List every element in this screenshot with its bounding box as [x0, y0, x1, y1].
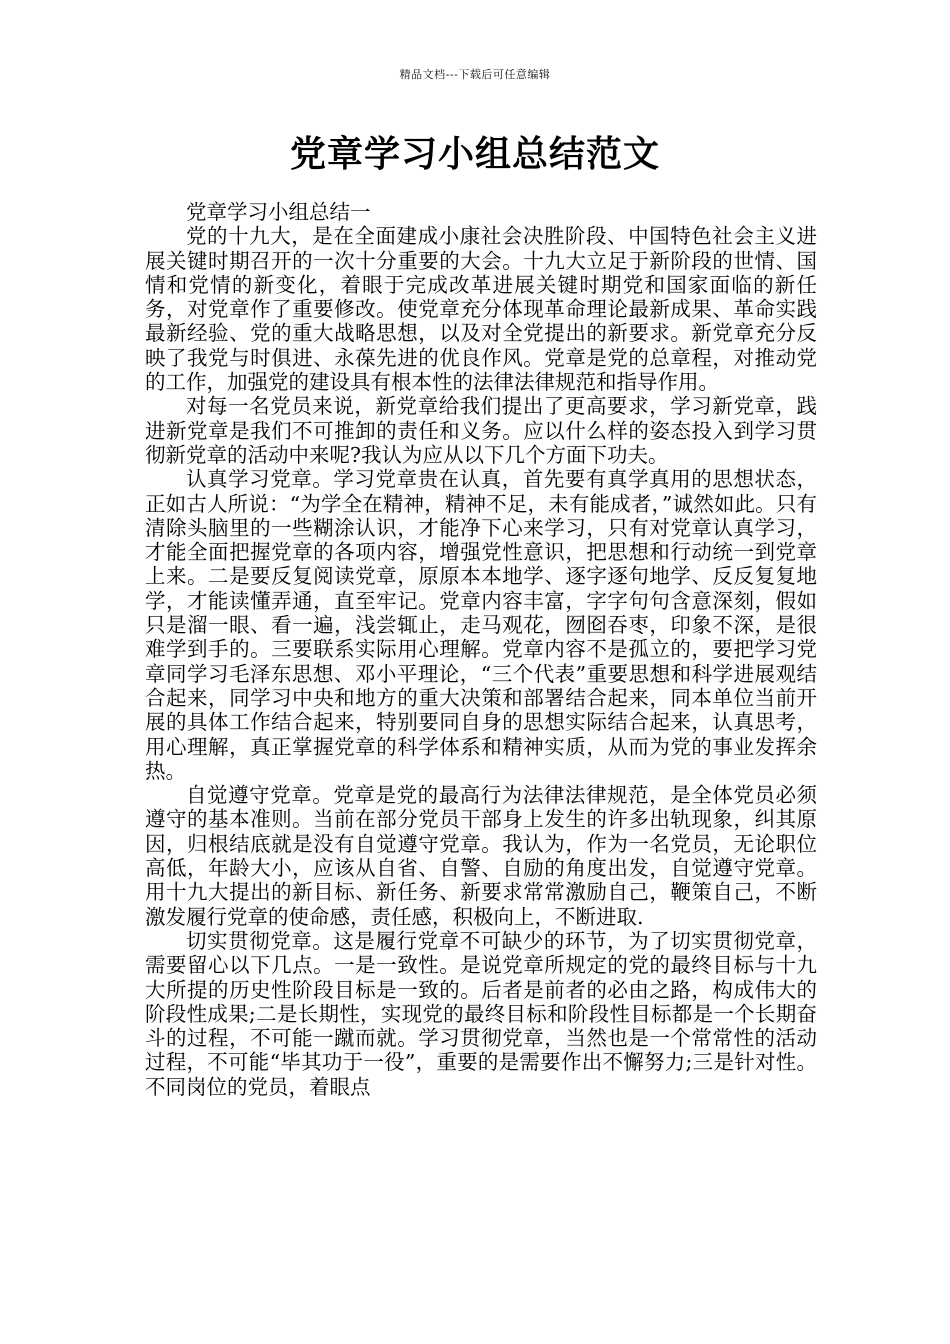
section-heading: 党章学习小组总结一 [186, 200, 371, 224]
body-paragraph: 自觉遵守党章。党章是党的最高行为法律法律规范，是全体党员必须遵守的基本准则。当前在部分党员干部身上发生的许多出轨现象，纠其原因，归根结底就是没有自觉遵守党章。我认为，作为一名党员，无论职位高低，年龄大小，应该从自省、自警、自励的角度出发，自觉遵守党章。用十九大提出的新目标、新任务、新要求常常激励自己，鞭策自己，不断激发履行党章的使命感，责任感，积极向上，不断进取. [145, 783, 817, 929]
header-note: 精品文档---下载后可任意编辑 [399, 68, 551, 81]
body-paragraph: 对每一名党员来说，新党章给我们提出了更高要求，学习新党章，践进新党章是我们不可推卸的责任和义务。应以什么样的姿态投入到学习贯彻新党章的活动中来呢?我认为应从以下几个方面下功夫。 [145, 394, 817, 467]
body-paragraph: 党的十九大，是在全面建成小康社会决胜阶段、中国特色社会主义进展关键时期召开的一次十分重要的大会。十九大立足于新阶段的世情、国情和党情的新变化，着眼于完成改革进展关键时期党和国家面临的新任务，对党章作了重要修改。使党章充分体现革命理论最新成果、革命实践最新经验、党的重大战略思想，以及对全党提出的新要求。新党章充分反映了我党与时俱进、永葆先进的优良作风。党章是党的总章程，对推动党的工作，加强党的建设具有根本性的法律法律规范和指导作用。 [145, 224, 817, 395]
body-paragraph: 切实贯彻党章。这是履行党章不可缺少的环节，为了切实贯彻党章，需要留心以下几点。一是一致性。是说党章所规定的党的最终目标与十九大所提的历史性阶段目标是一致的。后者是前者的必由之路，构成伟大的阶段性成果;二是长期性，实现党的最终目标和阶段性目标都是一个长期奋斗的过程，不可能一蹴而就。学习贯彻党章，当然也是一个常常性的活动过程，不可能“毕其功于一役”，重要的是需要作出不懈努力;三是针对性。不同岗位的党员，着眼点 [145, 928, 817, 1099]
document-title: 党章学习小组总结范文 [289, 134, 660, 175]
document-body [145, 200, 817, 1099]
body-paragraph: 认真学习党章。学习党章贵在认真，首先要有真学真用的思想状态，正如古人所说：“为学全在精神，精神不足，未有能成者，”诚然如此。只有清除头脑里的一些糊涂认识，才能净下心来学习，只有对党章认真学习，才能全面把握党章的各项内容，增强党性意识，把思想和行动统一到党章上来。二是要反复阅读党章，原原本本地学、逐字逐句地学、反反复复地学，才能读懂弄通，直至牢记。党章内容丰富，字字句句含意深刻，假如只是溜一眼、看一遍，浅尝辄止，走马观花，囫囵吞枣，印象不深，是很难学到手的。三要联系实际用心理解。党章内容不是孤立的，要把学习党章同学习毛泽东思想、邓小平理论，“三个代表”重要思想和科学进展观结合起来，同学习中央和地方的重大决策和部署结合起来，同本单位当前开展的具体工作结合起来，特别要同自身的思想实际结合起来，认真思考，用心理解，真正掌握党章的科学体系和精神实质，从而为党的事业发挥余热。 [145, 467, 817, 783]
